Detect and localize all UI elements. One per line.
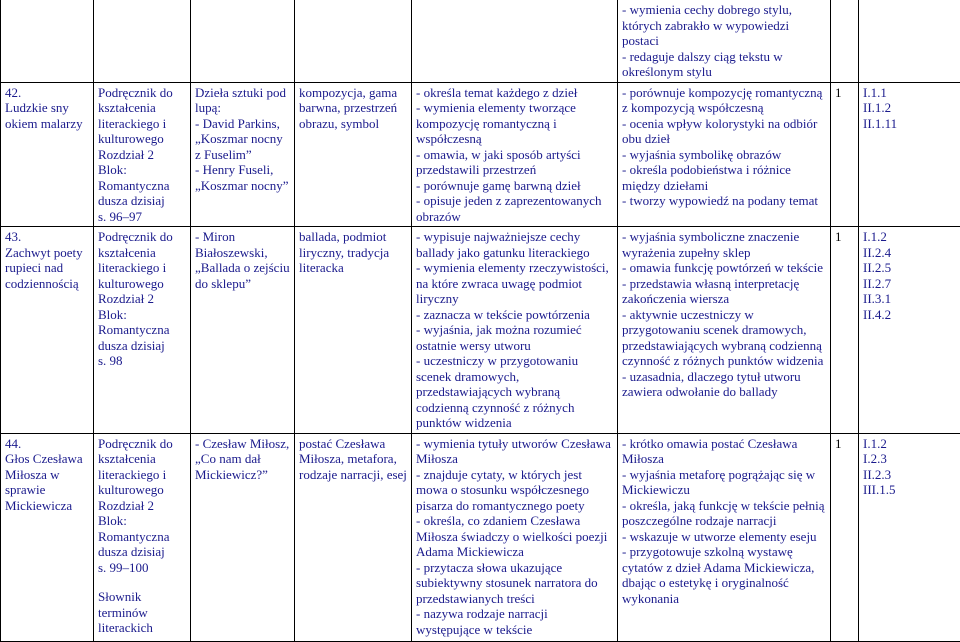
hours-cell	[859, 0, 960, 82]
curriculum-codes-cell: I.1.2 I.2.3 II.2.3 III.1.5	[859, 433, 960, 641]
advanced-requirements-cell: - krótko omawia postać Czesława Miłosza - wyjaśnia metaforę pogrążając się w Mickiewiczu - określa, jaką funkcję w tekście pełnią poszczególne rodzaje narracji - wskazuje w utworze elementy eseju - przygotowuje szkolną wystawę cytatów z dzieł Adama Mickiewicza, dbając o estetykę i oryginalność wykonania	[618, 433, 831, 641]
lesson-number-cell	[1, 82, 94, 227]
lesson-number-cell	[1, 227, 94, 434]
lesson-topic: Zachwyt poety rupieci nad codziennością	[5, 245, 83, 291]
source-cell	[94, 433, 191, 641]
basic-requirements-cell: - wymienia tytuły utworów Czesława Miłosza - znajduje cytaty, w których jest mowa o stosunku współczesnego pisarza do romantycznego poety - określa, co zdaniem Czesława Miłosza świadczy o wielkości poezji Adama Mickiewicza - przytacza słowa ukazujące subiektywny stosunek narratora do przedstawianych treści - nazywa rodzaje narracji występujące w tekście	[412, 433, 618, 641]
source-cell: Podręcznik do kształcenia literackiego i kulturowego Rozdział 2 Blok: Romantyczna dusza dzisiaj s. 98	[94, 227, 191, 434]
advanced-requirements-cell: - wyjaśnia symboliczne znaczenie wyrażenia zupełny sklep - omawia funkcję powtórzeń w tekście - przedstawia własną interpretację zakończenia wiersza - aktywnie uczestniczy w przygotowaniu scenek dramowych, przedstawiających wybraną codzienną czynność z różnych punktów widzenia - uzasadnia, dlaczego tytuł utworu zawiera odwołanie do ballady	[618, 227, 831, 434]
table-row	[1, 227, 960, 434]
terms-cell: kompozycja, gama barwna, przestrzeń obrazu, symbol	[295, 82, 412, 227]
terms-cell	[412, 0, 618, 82]
advanced-requirements-cell	[831, 0, 859, 82]
terms-cell: postać Czesława Miłosza, metafora, rodzaje narracji, esej	[295, 433, 412, 641]
terms-cell: ballada, podmiot liryczny, tradycja literacka	[295, 227, 412, 434]
source-cell	[191, 0, 295, 82]
basic-requirements-cell: - wypisuje najważniejsze cechy ballady jako gatunku literackiego - wymienia elementy rzeczywistości, na które zwraca uwagę podmiot liryczny - zaznacza w tekście powtórzenia - wyjaśnia, jak można rozumieć ostatnie wersy utworu - uczestniczy w przygotowaniu scenek dramowych, przedstawiających wybraną codzienną czynność z różnych punktów widzenia	[412, 227, 618, 434]
texts-cell: - Czesław Miłosz, „Co nam dał Mickiewicz?”	[191, 433, 295, 641]
lesson-topic: Ludzkie sny okiem malarzy	[5, 100, 83, 131]
lesson-number-cell	[1, 433, 94, 641]
basic-requirements-cell: - określa temat każdego z dzieł - wymienia elementy tworzące kompozycję romantyczną i współczesną - omawia, w jaki sposób artyści przedstawili przestrzeń - porównuje gamę barwną dzieł - opisuje jeden z zaprezentowanych obrazów	[412, 82, 618, 227]
lesson-topic-cell	[94, 0, 191, 82]
table-row	[1, 82, 960, 227]
lesson-number: 43.	[5, 229, 21, 244]
curriculum-codes-cell: I.1.1 II.1.2 II.1.11	[859, 82, 960, 227]
source-extra: Słownik terminów literackich	[98, 589, 186, 636]
source-cell: Podręcznik do kształcenia literackiego i kulturowego Rozdział 2 Blok: Romantyczna dusza dzisiaj s. 96–97	[94, 82, 191, 227]
basic-requirements-cell: - wymienia cechy dobrego stylu, których zabrakło w wypowiedzi postaci - redaguje dalszy ciąg tekstu w określonym stylu	[618, 0, 831, 82]
table-row	[1, 0, 960, 82]
source-text: Podręcznik do kształcenia literackiego i kulturowego Rozdział 2 Blok: Romantyczna dusza dzisiaj s. 99–100	[98, 436, 173, 575]
texts-cell: Dzieła sztuki pod lupą: - David Parkins, „Koszmar nocny z Fuselim” - Henry Fuseli, „Koszmar nocny”	[191, 82, 295, 227]
texts-cell: - Miron Białoszewski, „Ballada o zejściu do sklepu”	[191, 227, 295, 434]
lesson-number: 44.	[5, 436, 21, 451]
lesson-number-cell	[1, 0, 94, 82]
lesson-topic: Głos Czesława Miłosza w sprawie Mickiewicza	[5, 451, 83, 513]
texts-cell	[295, 0, 412, 82]
lesson-number: 42.	[5, 85, 21, 100]
hours-cell: 1	[831, 82, 859, 227]
hours-cell: 1	[831, 227, 859, 434]
hours-cell: 1	[831, 433, 859, 641]
table-row	[1, 433, 960, 641]
advanced-requirements-cell: - porównuje kompozycję romantyczną z kompozycją współczesną - ocenia wpływ kolorystyki na odbiór obu dzieł - wyjaśnia symbolikę obrazów - określa podobieństwa i różnice między dziełami - tworzy wypowiedź na podany temat	[618, 82, 831, 227]
curriculum-codes-cell: I.1.2 II.2.4 II.2.5 II.2.7 II.3.1 II.4.2	[859, 227, 960, 434]
